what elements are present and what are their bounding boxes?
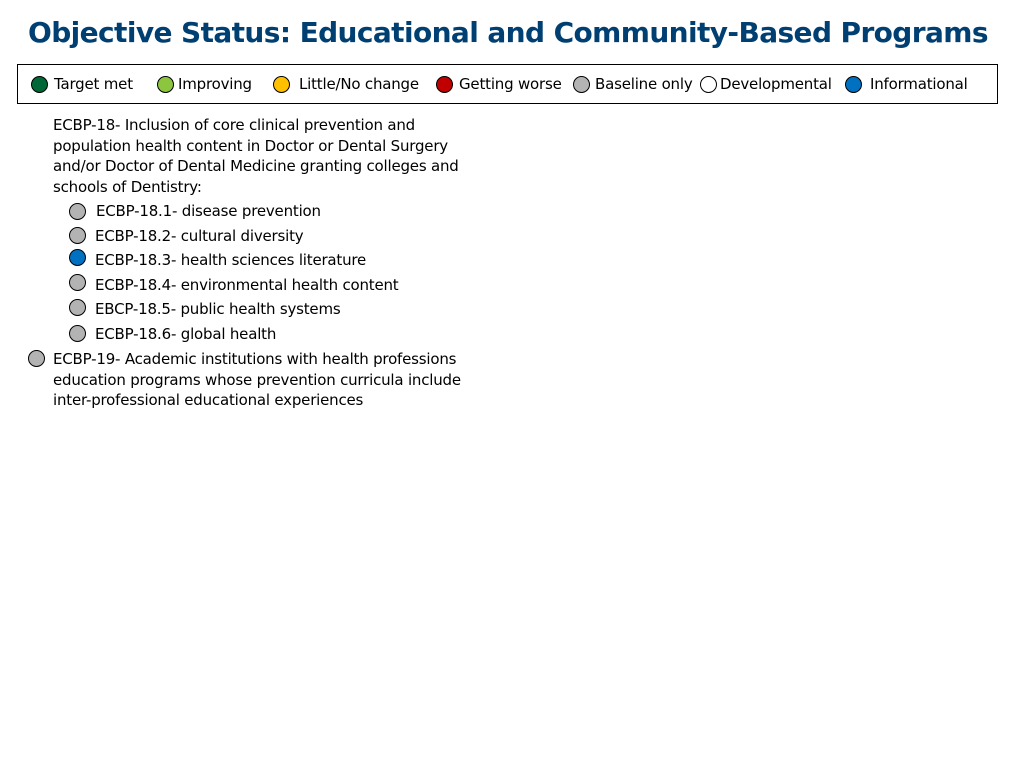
legend-item-improving [157,65,252,103]
subobjective-text: ECBP-18.3- health sciences literature [95,251,367,269]
blue-circle-icon [845,76,862,93]
legend-label: Baseline only [595,75,693,93]
subobjective-text: ECBP-18.2- cultural diversity [95,227,304,245]
gray-circle-icon [573,76,590,93]
legend-label: Target met [54,75,133,93]
gray-circle-icon [69,274,86,291]
gray-circle-icon [69,227,86,244]
gray-circle-icon [69,203,86,220]
subobjective-text: EBCP-18.5- public health systems [95,300,341,318]
legend-item-target-met [31,65,133,103]
yellow-circle-icon [273,76,290,93]
legend-item-getting-worse [436,65,562,103]
page-title: Objective Status: Educational and Community-Based Programs [28,16,988,49]
blue-circle-icon [69,249,86,266]
dark-green-circle-icon [31,76,48,93]
subobjective-text: ECBP-18.4- environmental health content [95,276,399,294]
legend-item-baseline-only [573,65,693,103]
objective-text: ECBP-18- Inclusion of core clinical prevention and population health content in Doctor or Dental Surgery and/or Doctor of Dental Medicine granting colleges and schools of Dentistry: [53,116,459,196]
light-green-circle-icon [157,76,174,93]
white-circle-icon [700,76,717,93]
status-legend [17,64,998,104]
subobjective-text: ECBP-18.1- disease prevention [96,202,321,220]
legend-item-informational [845,65,968,103]
legend-item-little-no-change [273,65,419,103]
gray-circle-icon [69,325,86,342]
objective-text: ECBP-19- Academic institutions with health professions education programs whose prevention curricula include inter-professional educational experiences [53,350,461,409]
gray-circle-icon [69,299,86,316]
subobjective-text: ECBP-18.6- global health [95,325,277,343]
legend-label: Little/No change [299,75,419,93]
red-circle-icon [436,76,453,93]
gray-circle-icon [28,350,45,367]
legend-item-developmental [700,65,832,103]
legend-label: Informational [870,75,968,93]
legend-label: Getting worse [459,75,562,93]
legend-label: Improving [178,75,252,93]
legend-label: Developmental [720,75,832,93]
